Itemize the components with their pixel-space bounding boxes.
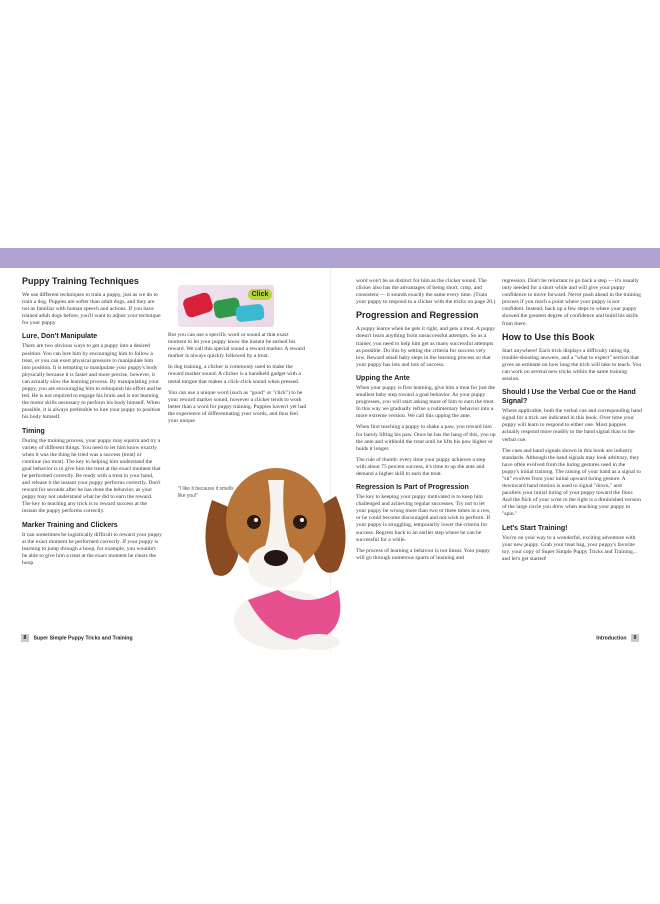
heading-upping-the-ante: Upping the Ante — [356, 374, 410, 382]
how-to-paragraph: Start anywhere! Each trick displays a difficulty rating tip, trouble-shooting answers, and a "what to expect" section that gives an estimate on how long the trick will take to teach. You can work on several new tricks within the same training session. — [502, 347, 642, 383]
right-running-title: Introduction — [596, 635, 627, 642]
header-band — [0, 248, 660, 268]
right-page-column-2 — [502, 278, 642, 567]
section-title-progression: Progression and Regression — [356, 310, 479, 321]
left-page-column-2 — [168, 332, 308, 429]
heading-marker-training: Marker Training and Clickers — [22, 521, 118, 529]
unique-word-paragraph: You can use a unique word (such as "good" or "click") to be your reward marker sound, however a clicker tends to work better than a word for puppy training. Puppies haven't yet had the experience of differentiating your words, and thus feel your unique — [168, 389, 307, 425]
verbal-paragraph-2: The cues and hand signals shown in this book are industry standards. Although the hand signals may look arbitrary, they have often evolved from the luring gestures used in the puppy's initial training. The raising of your hand as a signal to "sit" evolves from your initial upward luring gesture. A downward hand motion is used to signal "down," and parallels your initial luring of your puppy toward the floor. And the flick of your wrist to the right is a diminished version of the large circle you drew when teaching your puppy to "spin." — [502, 447, 641, 518]
regression-continued-paragraph: regression. Don't be reluctant to go back a step — it's usually only needed for a short while and will give your puppy confidence to move forward. Never push ahead in the training process if you reach a point where your puppy is not confident. Instead, back up a few steps to where your puppy showed the greatest degree of confidence and build his skills from there. — [502, 278, 641, 327]
left-page-number: 8 — [21, 634, 29, 642]
section-title-how-to-use: How to Use this Book — [502, 331, 595, 342]
start-training-paragraph: You're on your way to a wonderful, exciting adventure with your new puppy. Grab your treat bag, your puppy's favorite toy, your copy of Super Simple Puppy Tricks and Training... and let's get started! — [502, 534, 637, 562]
left-page-footer — [18, 634, 133, 642]
clicker-photo — [178, 285, 274, 327]
left-page-column-1 — [22, 276, 162, 571]
clicker-advantages-paragraph: word won't be as distinct for him as the clicker sound. The clicker also has the advantages of being short, crisp, and consistent — it sounds exactly the same every time. (Train your puppy to respond to a clicker with the tricks on page 20.) — [356, 278, 496, 306]
heading-lure: Lure, Don't Manipulate — [22, 333, 98, 341]
clicker-paragraph: In dog training, a clicker is commonly used to make the reward marker sound. A clicker is a handheld gadget with a metal tongue that makes a click-click sound when pressed. — [168, 364, 301, 385]
left-running-title: Super Simple Puppy Tricks and Training — [33, 635, 133, 642]
heading-start-training: Let's Start Training! — [502, 524, 568, 532]
right-page-number: 9 — [631, 634, 639, 642]
progression-paragraph: A puppy learns when he gets it right, and gets a treat. A puppy doesn't learn anything from unsuccessful attempts. So as a trainer, you need to help him get as many successful attempts as possible. Do this by setting the criteria for success very low. Reward small baby steps in the learning process so that your puppy has lots and lots of success. — [356, 326, 496, 368]
lure-paragraph: There are two obvious ways to get a puppy into a desired position. You can lure him by encouraging him to follow a treat, or you can exert physical pressure to manipulate him into position. It is tempting to manipulate your puppy's body physically because it is faster and more precise, however, it can actually slow the learning process. By manipulating your puppy, you are encouraging him to relinquish his effort and be led. He is not required to engage his brain and is not learning the motor skills necessary to perform his body himself. When possible, it is always preferable to lure your puppy to position his body himself. — [22, 343, 162, 421]
timing-paragraph: During the training process, your puppy may squirm and try a variety of different things. You need to let him know exactly when it was the thing he tried was a success (treat) or continue (no treat). The key to helping him understand the goal behavior is to give him the treat at the exact moment that he performed correctly. Be ready with a treat in your hand, and release it the instant your puppy performs correctly. Don't reward for seconds after he has done the behavior, as your puppy may not understand what he did to earn the reward. The key to teaching any trick is to reward success at the instant the puppy performs correctly. — [22, 437, 161, 515]
red-clicker — [182, 291, 215, 319]
marker-paragraph: It can sometimes be logistically difficult to reward your puppy at the exact moment he performed correctly. If your puppy is learning to jump through a hoop, for example, you wouldn't be able to give him a treat at the exact moment he clears the hoop. — [22, 531, 162, 566]
blue-clicker — [235, 304, 265, 323]
upping-paragraph-2: When first teaching a puppy to shake a paw, you reward him for barely lifting his paw. Once he has the hang of this, you up the ante and withhold the treat until he lifts his paw higher or holds it longer. — [356, 424, 496, 452]
right-page-footer — [596, 634, 642, 642]
section-title-puppy-training-techniques: Puppy Training Techniques — [22, 276, 139, 286]
reward-marker-paragraph: But you can use a specific word or sound at that exact moment to let your puppy know the instant he earned his reward. We call this special sound a reward marker. A reward marker is always quickly followed by a treat. — [168, 332, 306, 360]
regression-paragraph-1: The key to keeping your puppy motivated is to keep him challenged and achieving regular successes. Try not to let your puppy be wrong more than two or three times in a row, or he could become discouraged and not wish to perform. If your puppy is struggling, temporarily lower the criteria for success. Regress back to an earlier step where he can be successful for a while. — [356, 494, 491, 543]
heading-timing: Timing — [22, 427, 45, 435]
right-page-column-1 — [356, 278, 496, 566]
upping-paragraph-1: When your puppy is first learning, give him a treat for just the smallest baby step toward a goal behavior. As your puppy progresses, you will start asking more of him to earn the treat. In this way we gradually refine a rudimentary behavior into a more extreme version. We call this upping the ante. — [356, 384, 496, 420]
heading-verbal-cue: Should I Use the Verbal Cue or the Hand Signal? — [502, 389, 636, 406]
regression-paragraph-2: The process of learning a behavior is not linear. Your puppy will go through numerous spurts of learning and — [356, 547, 490, 561]
click-badge: Click — [248, 289, 272, 300]
puppy-caption: "I like it because it smells like you!" — [178, 486, 234, 499]
verbal-paragraph-1: Where applicable, both the verbal cue and corresponding hand signal for a trick are indicated in this book. Over time your puppy will learn to respond to either one. Most puppies actually respond more readily to the hand signal than to the verbal cue. — [502, 408, 642, 443]
intro-paragraph: We use different techniques to train a puppy, just as we do to train a dog. Puppies are softer than adult dogs, and they are not as familiar with human speech and actions. If you have trained adult dogs before, you'll want to adjust your technique for your puppy. — [22, 292, 161, 327]
heading-regression: Regression Is Part of Progression — [356, 484, 469, 492]
rule-of-thumb-paragraph: The rule of thumb: every time your puppy achieves a step with about 75 percent success, it's time to up the ante and demand a higher skill to earn the treat. — [356, 456, 486, 477]
beagle-puppy-photo — [188, 450, 356, 654]
